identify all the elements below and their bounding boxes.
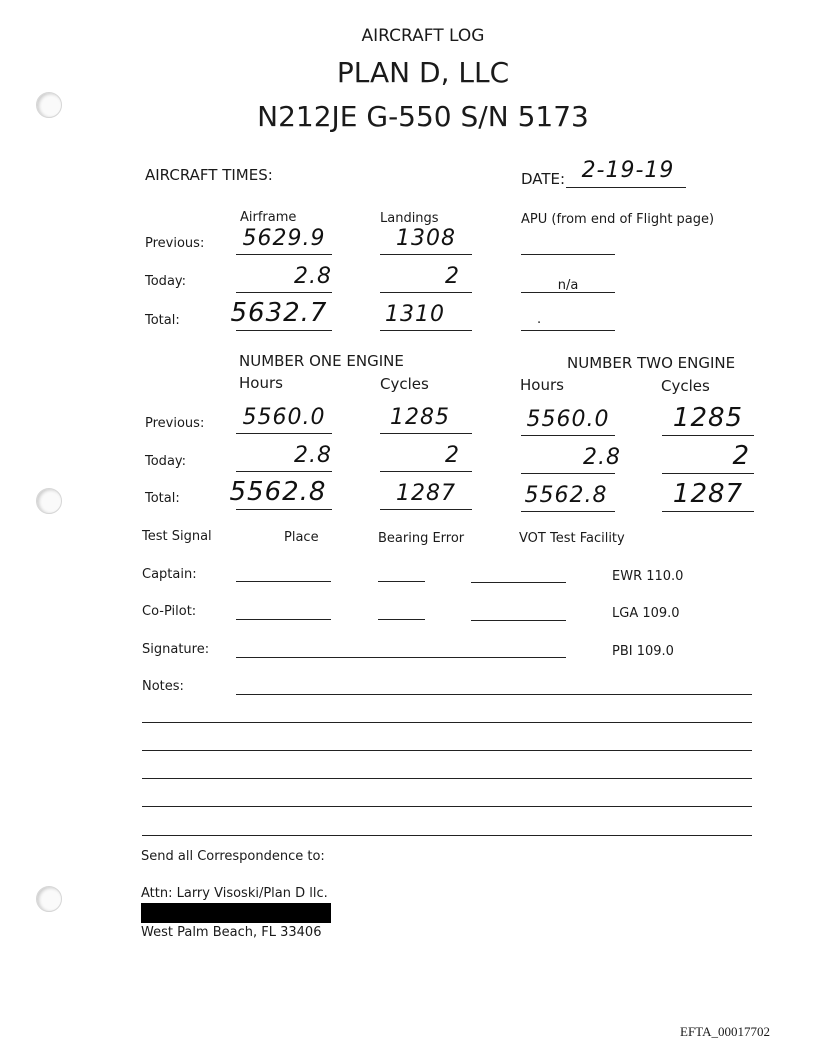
landings-total: 1310 [385,302,445,327]
captain-bearing-line [378,581,425,582]
engine-one-hours-header: Hours [239,374,283,392]
row-label-previous: Previous: [145,236,205,251]
notes-label: Notes: [142,679,184,694]
aircraft-times-label: AIRCRAFT TIMES: [145,166,273,184]
apu-previous-line [521,254,615,255]
engine1-hours-total-line [236,509,332,510]
copilot-place-line [236,619,331,620]
correspondence-city: West Palm Beach, FL 33406 [141,925,322,940]
airframe-today: 2.8 [294,264,332,289]
landings-previous-line [380,254,472,255]
engine1-hours-today-line [236,471,332,472]
engine2-hours-today-line [521,473,615,474]
engine-one-cycles-header: Cycles [380,375,429,393]
engine-two-hours-header: Hours [520,376,564,394]
place-header: Place [284,530,319,545]
log-title: AIRCRAFT LOG [361,26,485,46]
vot-ewr: EWR 110.0 [612,569,684,584]
engine2-cycles-total: 1287 [672,479,744,509]
airframe-previous: 5629.9 [242,226,326,251]
engine2-cycles-previous-line [662,435,754,436]
engine-two-cycles-header: Cycles [661,377,710,395]
captain-label: Captain: [142,567,197,582]
copilot-label: Co-Pilot: [142,604,197,619]
airframe-total-line [236,330,332,331]
copilot-bearing-line [378,619,425,620]
engine2-cycles-total-line [662,511,754,512]
engine1-cycles-today: 2 [445,443,460,468]
vot-pbi: PBI 109.0 [612,644,674,659]
apu-col-header: APU (from end of Flight page) [521,212,715,227]
engine2-cycles-today-line [662,473,754,474]
engine1-hours-today: 2.8 [294,443,332,468]
airframe-previous-line [236,254,332,255]
date-label: DATE: [521,170,566,188]
engine2-hours-previous: 5560.0 [526,407,610,432]
test-signal-label: Test Signal [142,529,212,544]
apu-today: n/a [557,278,579,293]
captain-extra-line [471,582,566,583]
engine-two-title: NUMBER TWO ENGINE [567,354,736,372]
landings-today: 2 [445,264,460,289]
row-label-today: Today: [145,274,187,289]
engine2-cycles-previous: 1285 [672,403,744,433]
date-line [566,187,686,188]
company-name: PLAN D, LLC [336,56,510,89]
punch-hole-bottom [36,886,62,912]
engine1-cycles-previous: 1285 [390,405,450,430]
apu-today-line [521,292,615,293]
engine2-hours-previous-line [521,435,615,436]
engine1-cycles-today-line [380,471,472,472]
document-id: EFTA_00017702 [680,1024,770,1039]
landings-total-line [380,330,472,331]
aircraft-id: N212JE G-550 S/N 5173 [257,100,589,133]
engine2-cycles-today: 2 [732,441,750,471]
engine-row-label-total: Total: [145,491,180,506]
notes-line-5 [142,806,752,807]
copilot-extra-line [471,620,566,621]
airframe-total: 5632.7 [230,298,328,328]
bearing-error-header: Bearing Error [378,531,465,546]
notes-line-4 [142,778,752,779]
captain-place-line [236,581,331,582]
notes-line-2 [142,722,752,723]
engine-one-title: NUMBER ONE ENGINE [239,352,404,370]
signature-line [236,657,566,658]
engine1-hours-total: 5562.8 [229,477,327,507]
engine1-cycles-total-line [380,509,472,510]
apu-total-line [521,330,615,331]
engine-row-label-today: Today: [145,454,187,469]
landings-col-header: Landings [380,211,439,226]
engine2-hours-total-line [521,511,615,512]
correspondence-heading: Send all Correspondence to: [141,849,325,864]
punch-hole-middle [36,488,62,514]
vot-lga: LGA 109.0 [612,606,680,621]
engine1-hours-previous-line [236,433,332,434]
airframe-col-header: Airframe [240,210,297,225]
engine2-hours-today: 2.8 [583,445,621,470]
engine1-cycles-previous-line [380,433,472,434]
notes-line-3 [142,750,752,751]
airframe-today-line [236,292,332,293]
correspondence-attn: Attn: Larry Visoski/Plan D llc. [141,886,328,901]
engine2-hours-total: 5562.8 [524,483,608,508]
landings-today-line [380,292,472,293]
notes-line-1 [236,694,752,695]
row-label-total: Total: [145,313,180,328]
engine1-hours-previous: 5560.0 [242,405,326,430]
vot-facility-header: VOT Test Facility [519,531,625,546]
date-value: 2-19-19 [581,158,675,183]
signature-label: Signature: [142,642,210,657]
apu-total: . [537,312,542,327]
redacted-address [141,903,331,923]
engine1-cycles-total: 1287 [396,481,456,506]
landings-previous: 1308 [396,226,456,251]
notes-line-6 [142,835,752,836]
engine-row-label-previous: Previous: [145,416,205,431]
